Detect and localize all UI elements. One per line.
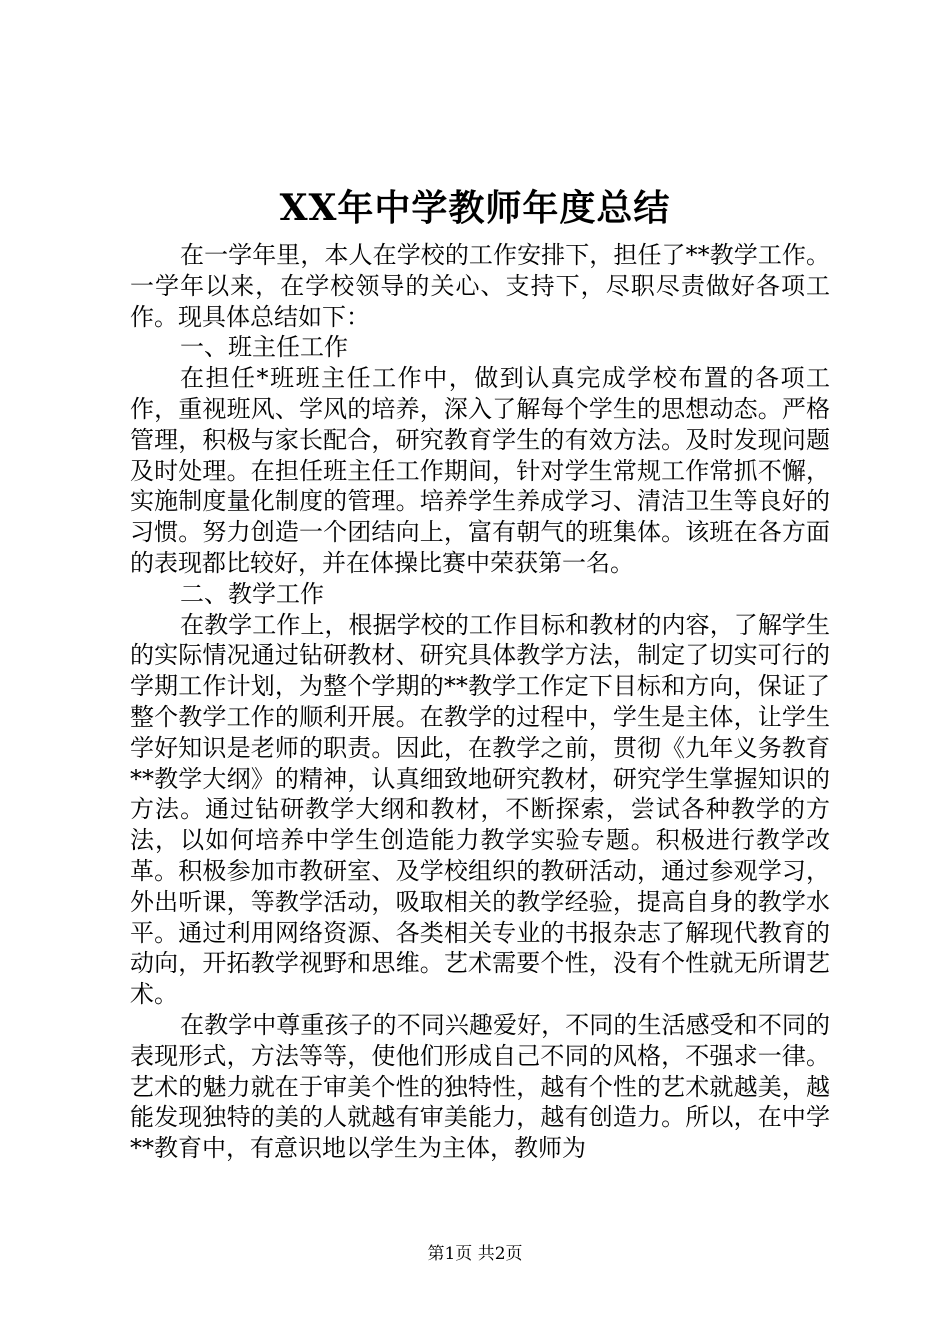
intro-paragraph: 在一学年里，本人在学校的工作安排下，担任了**教学工作。一学年以来，在学校领导的关心、支持下，尽职尽责做好各项工作。现具体总结如下：	[130, 241, 830, 331]
section-heading-class-teacher: 一、班主任工作	[180, 333, 348, 362]
section-heading-teaching: 二、教学工作	[180, 579, 324, 608]
page-number-footer: 第1页 共2页	[427, 1244, 523, 1264]
teaching-paragraph-1: 在教学工作上，根据学校的工作目标和教材的内容，了解学生的实际情况通过钻研教材、研究具体教学方法，制定了切实可行的学期工作计划，为整个学期的**教学工作定下目标和方向，保证了整个教学工作的顺利开展。在教学的过程中，学生是主体，让学生学好知识是老师的职责。因此，在教学之前，贯彻《九年义务教育**教学大纲》的精神，认真细致地研究教材，研究学生掌握知识的方法。通过钻研教学大纲和教材，不断探索，尝试各种教学的方法，以如何培养中学生创造能力教学实验专题。积极进行教学改革。积极参加市教研室、及学校组织的教研活动，通过参观学习，外出听课，等教学活动，吸取相关的教学经验，提高自身的教学水平。通过利用网络资源、各类相关专业的书报杂志了解现代教育的动向，开拓教学视野和思维。艺术需要个性，没有个性就无所谓艺术。	[130, 610, 830, 1009]
document-body	[130, 240, 830, 1164]
class-teacher-paragraph: 在担任*班班主任工作中，做到认真完成学校布置的各项工作，重视班风、学风的培养，深入了解每个学生的思想动态。严格管理，积极与家长配合，研究教育学生的有效方法。及时发现问题及时处理。在担任班主任工作期间，针对学生常规工作常抓不懈，实施制度量化制度的管理。培养学生养成学习、清洁卫生等良好的习惯。努力创造一个团结向上，富有朝气的班集体。该班在各方面的表现都比较好，并在体操比赛中荣获第一名。	[130, 364, 830, 577]
document-title: XX年中学教师年度总结	[279, 187, 671, 229]
teaching-paragraph-2: 在教学中尊重孩子的不同兴趣爱好，不同的生活感受和不同的表现形式，方法等等，使他们形成自己不同的风格，不强求一律。艺术的魅力就在于审美个性的独特性，越有个性的艺术就越美，越能发现独特的美的人就越有审美能力，越有创造力。所以，在中学**教育中，有意识地以学生为主体，教师为	[130, 1010, 830, 1163]
